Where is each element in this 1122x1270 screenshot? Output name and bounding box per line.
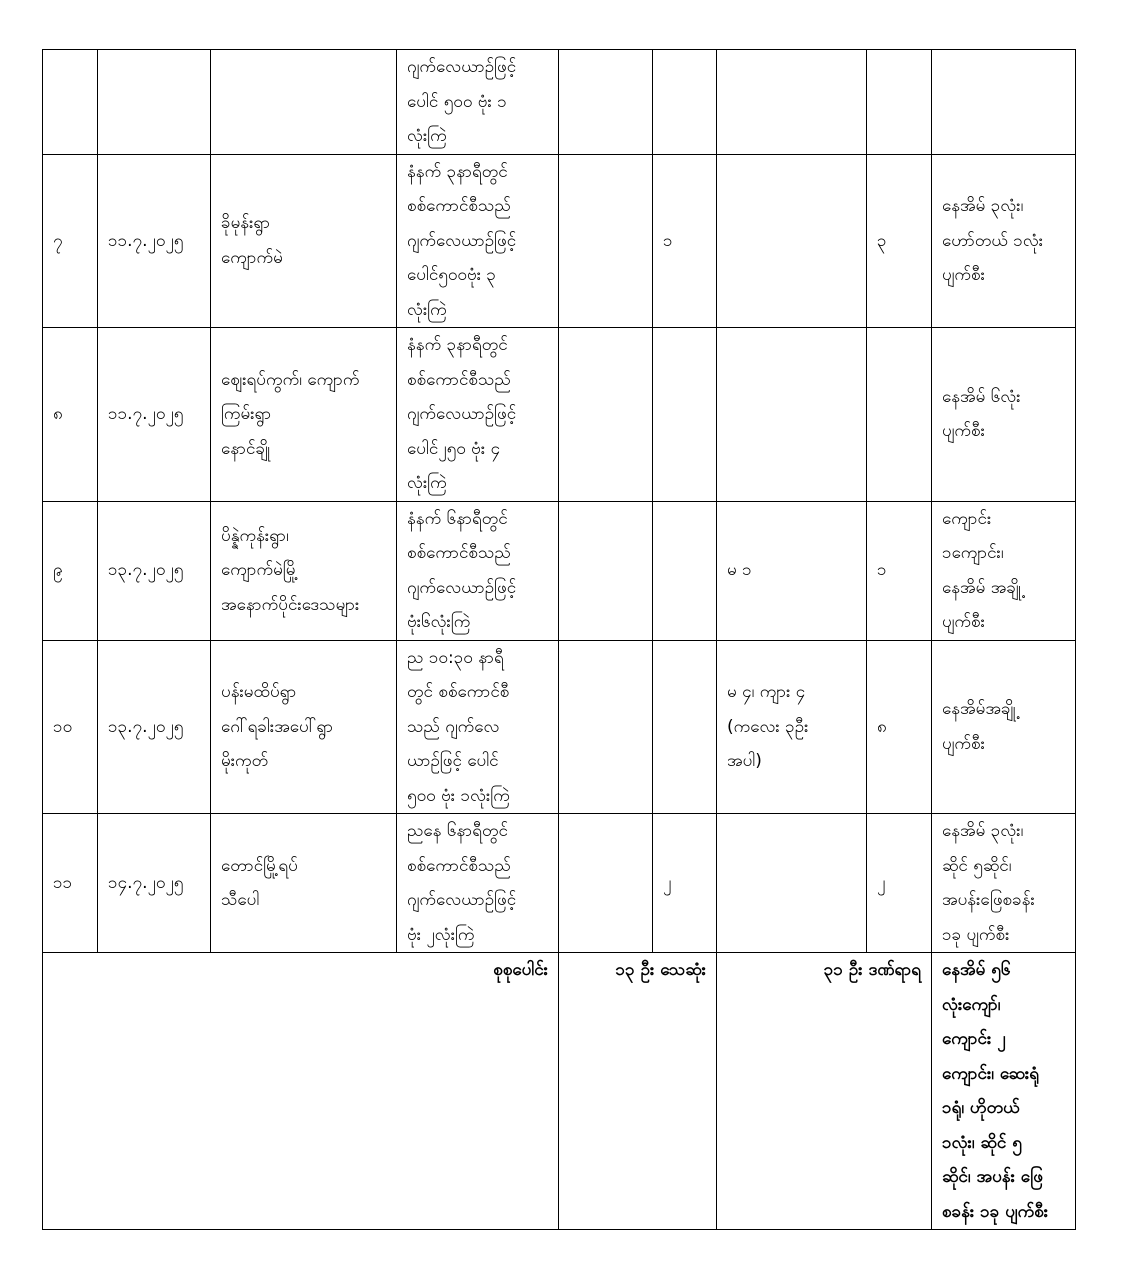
cell-line: လုံးကြဲ <box>407 473 447 493</box>
cell-no: ၇ <box>43 154 98 328</box>
cell-line: ဗုံး ၂လုံးကြဲ <box>407 924 475 945</box>
cell-place <box>211 328 397 502</box>
cell-line: နောင်ချို <box>221 438 271 459</box>
total-label: စုစုပေါင်း <box>43 953 559 1230</box>
cell-col6 <box>653 50 717 155</box>
cell-col6: ၂ <box>653 814 717 953</box>
cell-line: စစ်ကောင်စီသည် <box>407 369 511 390</box>
cell-line: ဟော်တယ် ၁လုံး <box>942 230 1044 251</box>
cell-line: စခန်း ၁ခု ပျက်စီး <box>942 1201 1049 1222</box>
cell-line: ဂေါ်ရခါးအပေါ်ရွာ <box>221 716 334 737</box>
cell-line: ည ၁၀:၃၀ နာရီ <box>407 647 504 668</box>
cell-col5 <box>559 328 653 502</box>
cell-line: လုံးကျော်၊ <box>942 994 1001 1015</box>
cell-place <box>211 640 397 814</box>
cell-no: ၈ <box>43 328 98 502</box>
cell-col6 <box>653 501 717 640</box>
cell-line: စစ်ကောင်စီသည် <box>407 855 511 876</box>
cell-line: ဂျက်လေယာဉ်ဖြင့် <box>407 577 517 598</box>
cell-line: နံနက် ၃နာရီတွင် <box>407 335 508 355</box>
cell-no: ၁၀ <box>43 640 98 814</box>
cell-date: ၁၃.၇.၂၀၂၅ <box>98 501 211 640</box>
total-dead: ၁၃ ဦး သေဆုံး <box>559 953 717 1230</box>
cell-col7 <box>717 640 867 814</box>
cell-line: အနောက်ပိုင်းဒေသများ <box>221 594 360 615</box>
cell-line: လုံးကြဲ <box>407 299 447 320</box>
cell-line: နေအိမ် ၃လုံး၊ <box>942 821 1024 841</box>
cell-line: တွင် စစ်ကောင်စီ <box>407 682 510 702</box>
cell-line: (ကလေး ၃ဦး <box>727 716 809 737</box>
cell-line: ကျောင်း <box>942 508 992 529</box>
cell-col6 <box>653 328 717 502</box>
cell-line: နေအိမ် ၆လုံး <box>942 386 1021 407</box>
cell-line: ၁ရုံ၊ ဟိုတယ် <box>942 1098 1020 1118</box>
table-body <box>43 50 1076 1230</box>
total-injured: ၃၁ ဦး ဒဏ်ရာရ <box>717 953 932 1230</box>
cell-col5 <box>559 814 653 953</box>
cell-line: ပျက်စီး <box>942 733 985 754</box>
total-damage-detail <box>932 953 1076 1230</box>
cell-description <box>397 501 559 640</box>
cell-line: အပန်းဖြေစခန်း <box>942 890 1035 910</box>
cell-place <box>211 154 397 328</box>
cell-col5 <box>559 640 653 814</box>
cell-line: လုံးကြဲ <box>407 126 447 146</box>
cell-damage <box>932 501 1076 640</box>
cell-col7 <box>717 328 867 502</box>
cell-line: နံနက် ၃နာရီတွင် <box>407 161 508 182</box>
cell-line: ပေါင်၅၀၀ဗုံး ၃ <box>407 265 496 285</box>
cell-description <box>397 328 559 502</box>
table-row <box>43 814 1076 953</box>
cell-line: ဂျက်လေယာဉ်ဖြင့် <box>407 230 517 251</box>
cell-line: ညနေ ၆နာရီတွင် <box>407 821 508 841</box>
cell-line: ဈေးရပ်ကွက်၊ ကျောက် <box>221 369 360 390</box>
cell-date: ၁၄.၇.၂၀၂၅ <box>98 814 211 953</box>
cell-col8 <box>867 328 932 502</box>
cell-line: ပေါင်၂၅၀ ဗုံး ၄ <box>407 438 501 459</box>
cell-line: ဂျက်လေယာဉ်ဖြင့် <box>407 57 517 77</box>
cell-line: ဆိုင်၊ အပန်း ဖြေ <box>942 1167 1043 1187</box>
cell-no: ၁၁ <box>43 814 98 953</box>
cell-description <box>397 50 559 155</box>
cell-line: စစ်ကောင်စီသည် <box>407 196 511 216</box>
cell-no <box>43 50 98 155</box>
table-row <box>43 640 1076 814</box>
cell-col5 <box>559 154 653 328</box>
cell-line: ပျက်စီး <box>942 612 985 632</box>
cell-line: ဗုံး၆လုံးကြဲ <box>407 612 471 632</box>
cell-description <box>397 640 559 814</box>
cell-line: ဆိုင် ၅ဆိုင်၊ <box>942 855 1012 876</box>
cell-damage <box>932 328 1076 502</box>
cell-line: ကျောက်မဲမြို့ <box>221 560 299 581</box>
cell-line: သီပေါ <box>221 890 260 910</box>
cell-date: ၁၁.၇.၂၀၂၅ <box>98 154 211 328</box>
incident-table <box>42 49 1076 1230</box>
cell-line: ၁ခု ပျက်စီး <box>942 924 1010 945</box>
cell-line: ပိန္နဲကုန်းရွာ၊ <box>221 525 289 546</box>
cell-line: သည် ဂျက်လေ <box>407 716 500 737</box>
table-row <box>43 50 1076 155</box>
cell-line: ပျက်စီး <box>942 421 985 442</box>
cell-line: ဂျက်လေယာဉ်ဖြင့် <box>407 890 517 910</box>
table-row <box>43 328 1076 502</box>
cell-line: ကျောက်မဲ <box>221 247 283 268</box>
cell-line: အပါ) <box>727 751 762 771</box>
cell-col7 <box>717 154 867 328</box>
cell-col7 <box>717 50 867 155</box>
cell-line: ကျောင်း၊ ဆေးရုံ <box>942 1063 1039 1084</box>
cell-line: နေအိမ် အချို့ <box>942 577 1022 598</box>
total-row <box>43 953 1076 1230</box>
cell-col6 <box>653 640 717 814</box>
cell-no: ၉ <box>43 501 98 640</box>
cell-line: ၅၀၀ ဗုံး ၁လုံးကြဲ <box>407 785 510 806</box>
cell-line: ကျောင်း ၂ <box>942 1029 1006 1049</box>
cell-line: နေအိမ် ၅၆ <box>942 960 1011 980</box>
cell-col8: ၂ <box>867 814 932 953</box>
cell-damage <box>932 640 1076 814</box>
cell-col8: ၈ <box>867 640 932 814</box>
cell-line: မိုးကုတ် <box>221 751 269 771</box>
cell-col5 <box>559 50 653 155</box>
cell-description <box>397 154 559 328</box>
cell-line: ပေါင် ၅၀၀ ဗုံး ၁ <box>407 91 507 112</box>
cell-line: ပျက်စီး <box>942 265 985 285</box>
cell-line: ၁လုံး၊ ဆိုင် ၅ <box>942 1132 1022 1153</box>
cell-line: ခိုမုန်းရွာ <box>221 213 271 234</box>
cell-line: နံနက် ၆နာရီတွင် <box>407 508 508 529</box>
cell-date: ၁၁.၇.၂၀၂၅ <box>98 328 211 502</box>
cell-line: ယာဉ်ဖြင့် ပေါင် <box>407 751 499 771</box>
cell-line: ပန်းမထိပ်ရွာ <box>221 682 297 702</box>
cell-line: နေအိမ်အချို့ <box>942 699 1016 720</box>
cell-col7: မ ၁ <box>717 501 867 640</box>
cell-line: ကြမ်းရွာ <box>221 404 272 424</box>
cell-line: ၁ကျောင်း၊ <box>942 543 1004 563</box>
cell-line: တောင်မြို့ရပ် <box>221 855 298 876</box>
cell-place <box>211 501 397 640</box>
cell-col5 <box>559 501 653 640</box>
cell-col8: ၃ <box>867 154 932 328</box>
cell-place <box>211 50 397 155</box>
cell-col6: ၁ <box>653 154 717 328</box>
cell-description <box>397 814 559 953</box>
cell-col7 <box>717 814 867 953</box>
cell-place <box>211 814 397 953</box>
cell-date <box>98 50 211 155</box>
cell-line: နေအိမ် ၃လုံး၊ <box>942 196 1024 216</box>
cell-damage <box>932 814 1076 953</box>
cell-line: စစ်ကောင်စီသည် <box>407 543 511 563</box>
cell-col8 <box>867 50 932 155</box>
cell-line: မ ၄၊ ကျား ၄ <box>727 682 806 702</box>
cell-date: ၁၃.၇.၂၀၂၅ <box>98 640 211 814</box>
cell-damage <box>932 154 1076 328</box>
cell-col8: ၁ <box>867 501 932 640</box>
table-row <box>43 154 1076 328</box>
table-row <box>43 501 1076 640</box>
cell-line: ဂျက်လေယာဉ်ဖြင့် <box>407 404 517 424</box>
cell-damage <box>932 50 1076 155</box>
